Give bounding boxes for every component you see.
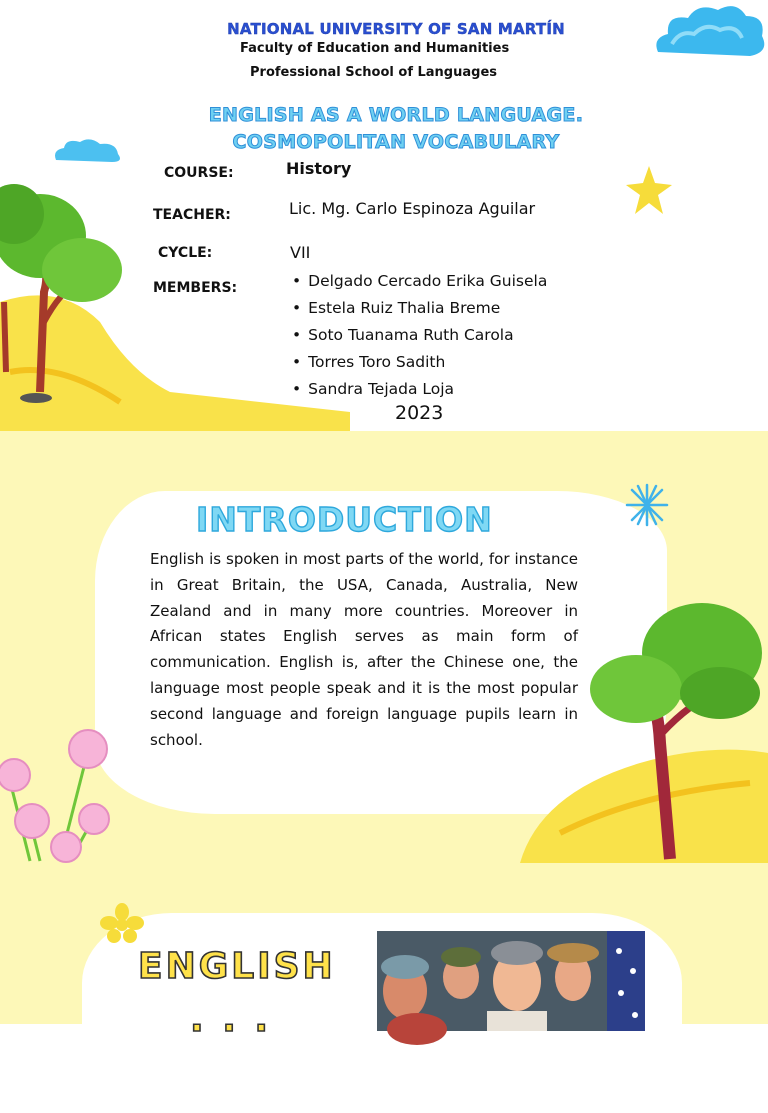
faculty-name: Faculty of Education and Humanities xyxy=(240,41,510,56)
introduction-slide xyxy=(0,431,768,863)
vintage-poster-image xyxy=(377,931,645,1031)
introduction-heading: INTRODUCTION xyxy=(196,500,493,539)
course-label: COURSE: xyxy=(164,165,234,181)
members-label: MEMBERS: xyxy=(153,280,238,296)
cover-title-line-1: ENGLISH AS A WORLD LANGUAGE. xyxy=(208,104,584,126)
member-item: • Delgado Cercado Erika Guisela xyxy=(292,272,547,290)
university-name: NATIONAL UNIVERSITY OF SAN MARTÍN xyxy=(227,20,565,38)
school-name: Professional School of Languages xyxy=(250,65,497,80)
english-heading: ENGLISH xyxy=(138,946,336,987)
cycle-value: VII xyxy=(290,243,311,262)
star-icon xyxy=(624,164,674,218)
cover-slide xyxy=(0,0,768,431)
flower-star-icon xyxy=(100,903,144,943)
introduction-body: English is spoken in most parts of the world, for instance in Great Britain, the USA, Canada, Australia, New Zealand and in many more countries. Moreover in African states English serves as main form of communication. English is, after the Chinese one, the language most people speak and it is the most popular second language and foreign language pupils learn in school. xyxy=(150,550,578,749)
cycle-label: CYCLE: xyxy=(158,245,213,261)
member-item: • Soto Tuanama Ruth Carola xyxy=(292,326,514,344)
teacher-label: TEACHER: xyxy=(153,207,231,223)
member-item: • Estela Ruiz Thalia Breme xyxy=(292,299,500,317)
teacher-value: Lic. Mg. Carlo Espinoza Aguilar xyxy=(289,199,536,218)
burst-icon xyxy=(622,481,672,529)
course-value: History xyxy=(286,159,352,178)
member-item: • Torres Toro Sadith xyxy=(292,353,445,371)
english-slide xyxy=(0,863,768,1049)
cover-title-line-2: COSMOPOLITAN VOCABULARY xyxy=(232,131,560,153)
english-heading-continued: · · · xyxy=(190,1008,272,1049)
member-item: • Sandra Tejada Loja xyxy=(292,380,454,398)
cover-year: 2023 xyxy=(395,402,444,424)
flowers-illustration xyxy=(0,721,110,863)
